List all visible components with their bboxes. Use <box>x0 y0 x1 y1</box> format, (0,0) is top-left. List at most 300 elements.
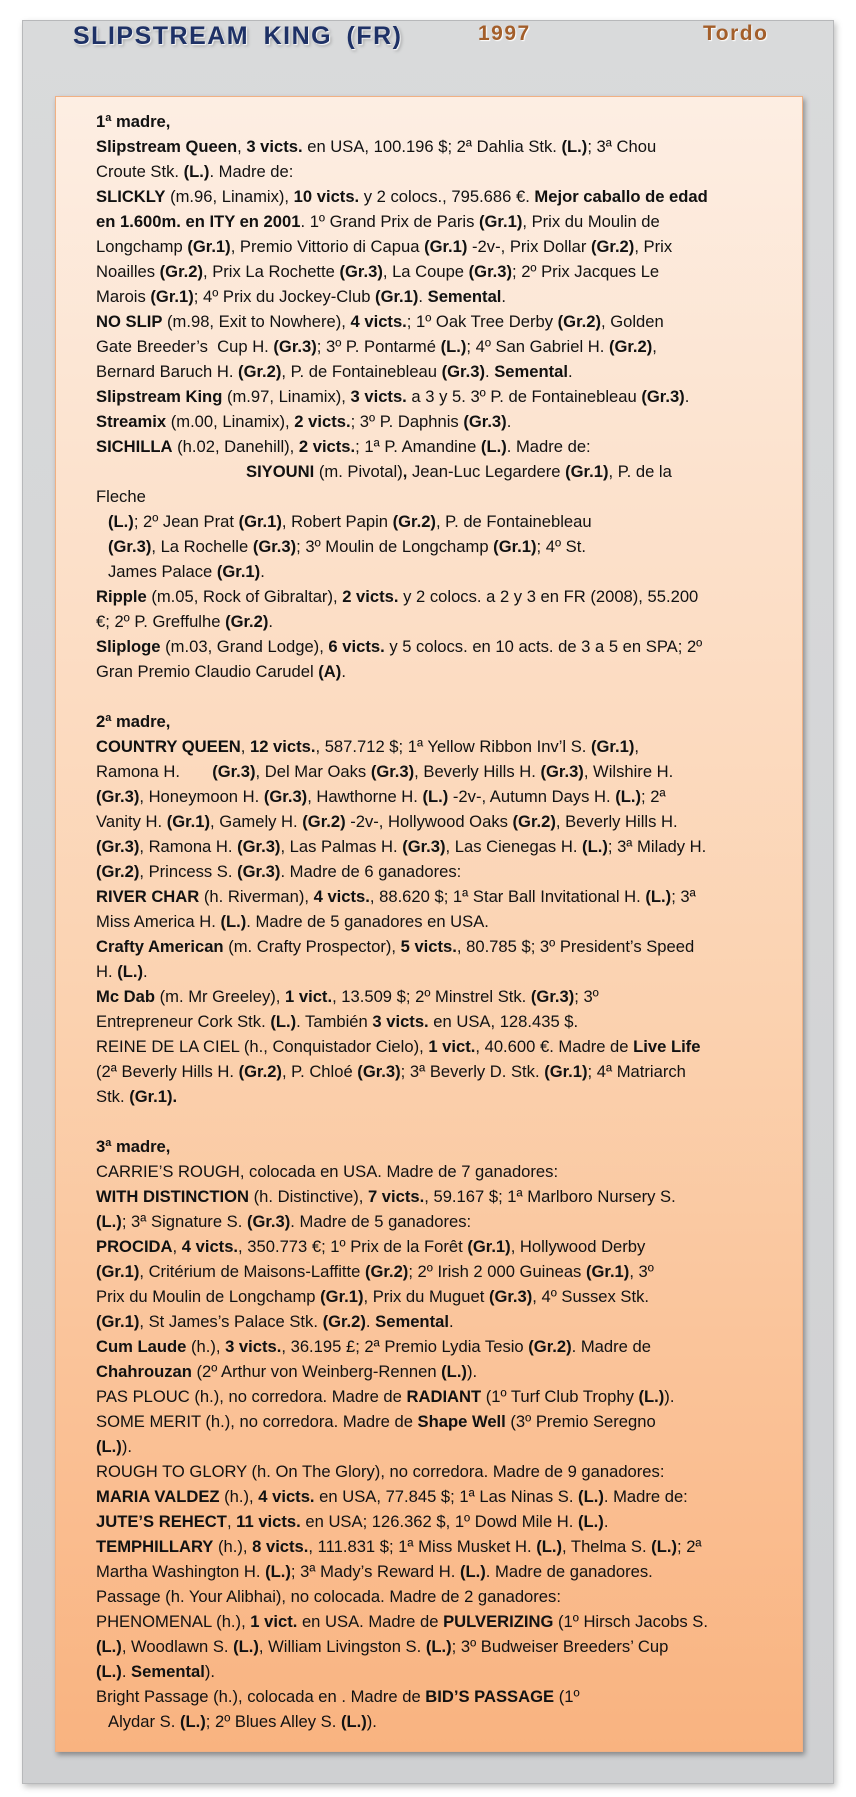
bold-text: (L.) <box>270 1012 297 1031</box>
text-run: ; 3º <box>574 987 599 1006</box>
bold-text: (L.) <box>340 1712 367 1731</box>
text-run: ; 4º St. <box>536 537 586 556</box>
text-run: ; 2ª <box>676 1537 702 1556</box>
text-run: ; 3º Budweiser Breeders’ Cup <box>451 1637 669 1656</box>
bold-text: (Gr.3) <box>108 537 152 556</box>
text-run: , 3º <box>629 1262 654 1281</box>
bold-text: (L.) <box>638 1387 665 1406</box>
text-run: Vanity H. <box>96 812 167 831</box>
text-line <box>96 1684 786 1709</box>
bold-text: (Gr.1) <box>375 287 419 306</box>
text-line <box>96 1634 786 1659</box>
bold-text: (Gr.3) <box>246 1212 291 1231</box>
header <box>73 22 773 58</box>
bold-text: 3 victs. <box>246 137 303 156</box>
text-run: en USA. Madre de <box>297 1612 444 1631</box>
bold-text: RIVER CHAR <box>96 887 200 906</box>
bold-text: (L.) <box>480 437 507 456</box>
bold-text: SIYOUNI <box>246 462 315 481</box>
text-run: ; 2ª <box>641 787 666 806</box>
text-line <box>96 1459 786 1484</box>
text-run: ; 1º Oak Tree Derby <box>406 312 558 331</box>
bold-text: PROCIDA <box>96 1237 173 1256</box>
text-run: . <box>684 387 690 406</box>
bold-text: (Gr.3) <box>463 412 507 431</box>
text-line <box>96 1084 786 1109</box>
bold-text: COUNTRY QUEEN <box>96 737 241 756</box>
bold-text: 6 victs. <box>328 637 385 656</box>
text-run: (h.), <box>213 1537 253 1556</box>
text-run: -2v-, Prix Dollar <box>467 237 591 256</box>
bold-text: (Gr.1) <box>585 1262 630 1281</box>
text-run: (m. Pivotal) <box>314 462 403 481</box>
text-run: (m.96, Linamix), <box>165 187 294 206</box>
text-run: , Gamely H. <box>210 812 303 831</box>
bold-text: (Gr.2) <box>159 262 203 281</box>
bold-text: (Gr.2) <box>512 812 556 831</box>
bold-text: (Gr.3) <box>641 387 685 406</box>
bold-text: (Gr.3) <box>96 837 140 856</box>
text-line <box>96 1509 786 1534</box>
pedigree-panel <box>55 96 803 1752</box>
text-run: . <box>143 962 148 981</box>
section-gap <box>96 1109 786 1134</box>
bold-text: (Gr.1). <box>129 1087 178 1106</box>
text-run: James Palace <box>108 562 217 581</box>
text-line <box>96 1709 786 1734</box>
bold-text: (Gr.3) <box>252 537 297 556</box>
bold-text: (Gr.3) <box>488 1287 533 1306</box>
text-line <box>96 409 786 434</box>
bold-text: (L.) <box>578 1487 604 1506</box>
text-line <box>96 159 786 184</box>
text-run: Ramona H. <box>96 762 213 781</box>
coat-color: Tordo <box>703 22 769 45</box>
bold-text: (L.) <box>108 512 134 531</box>
text-run: . <box>567 362 573 381</box>
text-line <box>96 1184 786 1209</box>
bold-text: (Gr.1) <box>493 537 537 556</box>
bold-text: BID’S PASSAGE <box>425 1687 555 1706</box>
text-line <box>96 1209 786 1234</box>
bold-text: (Gr.1) <box>166 812 211 831</box>
text-line <box>96 259 786 284</box>
text-run: (m. Mr Greeley), <box>155 987 286 1006</box>
text-run: , Las Cienegas H. <box>445 837 583 856</box>
text-line <box>96 609 786 634</box>
text-line <box>96 984 786 1009</box>
text-run: ROUGH TO GLORY (h. On The Glory), no corredora. Madre de 9 ganadores: <box>96 1462 665 1481</box>
text-run: , Princess S. <box>139 862 238 881</box>
text-run: SOME MERIT (h.), no corredora. Madre de <box>96 1412 418 1431</box>
text-line <box>96 184 786 209</box>
bold-text: Semental <box>427 287 502 306</box>
text-run: ; 2º Irish 2 000 Guineas <box>408 1262 586 1281</box>
bold-text: (L.) <box>536 1537 563 1556</box>
text-line <box>96 359 786 384</box>
bold-text: RADIANT <box>406 1387 482 1406</box>
text-run: , <box>240 737 250 756</box>
text-line <box>96 484 786 509</box>
bold-text: Mejor caballo de edad <box>534 187 708 206</box>
bold-text: (Gr.1) <box>467 1237 511 1256</box>
bold-text: (Gr.2) <box>364 1262 409 1281</box>
section-heading: 2ª madre, <box>96 712 171 731</box>
text-run: ). <box>664 1387 675 1406</box>
text-line <box>96 1584 786 1609</box>
text-run: Passage (h. Your Alibhai), no colocada. Madre de 2 ganadores: <box>96 1587 561 1606</box>
text-run: , <box>226 1512 237 1531</box>
text-run: . <box>365 1312 376 1331</box>
text-line <box>96 1034 786 1059</box>
bold-text: (Gr.1) <box>544 1062 588 1081</box>
text-run: ; 3ª Mady’s Reward H. <box>290 1562 460 1581</box>
text-run: . <box>260 562 265 581</box>
text-run: PHENOMENAL (h.), <box>96 1612 251 1631</box>
text-run: REINE DE LA CIEL (h., Conquistador Cielo), <box>96 1037 429 1056</box>
text-run: , 587.712 $; 1ª Yellow Ribbon Inv’l S. <box>315 737 591 756</box>
bold-text: (Gr.3) <box>540 762 584 781</box>
bold-text: (L.) <box>96 1662 122 1681</box>
bold-text: (Gr.2) <box>238 1062 282 1081</box>
text-run: , William Livingston S. <box>258 1637 426 1656</box>
bold-text: (Gr.2) <box>238 362 282 381</box>
section-heading: 3ª madre, <box>96 1137 171 1156</box>
text-line <box>96 634 786 659</box>
text-run: €; 2º P. Greffulhe <box>96 612 226 631</box>
bold-text: (Gr.3) <box>237 862 281 881</box>
text-run: , Honeymoon H. <box>139 787 264 806</box>
bold-text: (L.) <box>645 887 672 906</box>
text-run: , Critérium de Maisons-Laffitte <box>139 1262 365 1281</box>
text-run: en USA, 100.196 $; 2ª Dahlia Stk. <box>302 137 562 156</box>
text-run: ; 2º Jean Prat <box>133 512 239 531</box>
text-run: , Thelma S. <box>562 1537 652 1556</box>
text-run: , Beverly Hills H. <box>414 762 541 781</box>
text-line <box>96 734 786 759</box>
text-run: . <box>603 1512 609 1531</box>
bold-text: Slipstream Queen <box>96 137 238 156</box>
bold-text: Semental <box>131 1662 205 1681</box>
text-run: ; 3ª Signature S. <box>121 1212 247 1231</box>
bold-text: (Gr.3) <box>263 787 308 806</box>
text-run: Fleche <box>96 487 146 506</box>
text-run: ; 2º Blues Alley S. <box>205 1712 341 1731</box>
bold-text: (L.) <box>422 787 449 806</box>
text-run: , 40.600 €. Madre de <box>475 1037 634 1056</box>
text-line <box>96 1334 786 1359</box>
text-run: , St James’s Palace Stk. <box>139 1312 323 1331</box>
bold-text: (Gr.1) <box>150 287 194 306</box>
bold-text: Ripple <box>96 587 147 606</box>
text-run: y 5 colocs. en 10 acts. de 3 a 5 en SPA; 2º <box>384 637 703 656</box>
bold-text: (Gr.3) <box>370 762 415 781</box>
text-run: (3º Premio Seregno <box>505 1412 656 1431</box>
bold-text: (Gr.2) <box>225 612 269 631</box>
bold-text: 5 victs. <box>400 937 457 956</box>
bold-text: (L.) <box>96 1437 122 1456</box>
text-run: . Madre de <box>571 1337 651 1356</box>
text-run: ; 3º P. Pontarmé <box>316 337 441 356</box>
bold-text: (Gr.1) <box>320 1287 364 1306</box>
bold-text: (Gr.2) <box>608 337 653 356</box>
text-run: , Prix du Moulin de <box>522 212 660 231</box>
text-run: . 1º Grand Prix de Paris <box>300 212 479 231</box>
text-line <box>96 209 786 234</box>
bold-text: Shape Well <box>417 1412 506 1431</box>
bold-text: 2 victs. <box>298 437 356 456</box>
bold-text: Chahrouzan <box>96 1362 192 1381</box>
text-run: Bright Passage (h.), colocada en . Madre de <box>96 1687 426 1706</box>
bold-text: 12 victs. <box>249 737 316 756</box>
text-run: , Wilshire H. <box>583 762 674 781</box>
text-line <box>96 784 786 809</box>
bold-text: JUTE’S REHECT <box>96 1512 227 1531</box>
bold-text: Streamix <box>96 412 167 431</box>
text-line <box>96 1659 786 1684</box>
section-heading: 1ª madre, <box>96 112 171 131</box>
bold-text: 7 victs. <box>367 1187 425 1206</box>
text-run: (1º Turf Club Trophy <box>481 1387 639 1406</box>
bold-text: 3 victs. <box>372 1012 429 1031</box>
text-line <box>96 1259 786 1284</box>
bold-text: Semental <box>494 362 568 381</box>
text-run: , Prix <box>634 237 673 256</box>
bold-text: (Gr.2) <box>557 312 601 331</box>
text-run: ). <box>121 1437 132 1456</box>
bold-text: (L.) <box>651 1537 677 1556</box>
text-line <box>96 809 786 834</box>
text-run: . Madre de 5 ganadores: <box>290 1212 472 1231</box>
bold-text: 1 vict. <box>285 987 333 1006</box>
text-line <box>96 284 786 309</box>
bold-text: 3 victs. <box>350 387 407 406</box>
bold-text: (L.) <box>425 1637 452 1656</box>
text-run: . <box>501 287 507 306</box>
bold-text: Mc Dab <box>96 987 156 1006</box>
text-run: Gran Premio Claudio Carudel <box>96 662 319 681</box>
bold-text: 11 victs. <box>236 1512 301 1531</box>
birth-year: 1997 <box>478 22 531 45</box>
bold-text: 3 victs. <box>225 1337 282 1356</box>
text-run: . Madre de 6 ganadores: <box>280 862 462 881</box>
text-run: a 3 y 5. 3º P. de Fontainebleau <box>406 387 642 406</box>
text-line <box>96 384 786 409</box>
text-run: (m.05, Rock of Gibraltar), <box>146 587 343 606</box>
text-line <box>96 959 786 984</box>
bold-text: (Gr.2) <box>590 237 635 256</box>
text-run: . Madre de: <box>506 437 591 456</box>
text-run: , <box>634 737 639 756</box>
text-run: . <box>448 1312 454 1331</box>
text-line <box>96 134 786 159</box>
text-run: ; 1ª P. Amandine <box>355 437 481 456</box>
text-run: Gate Breeder’s Cup H. <box>96 337 274 356</box>
bold-text: SLICKLY <box>96 187 166 206</box>
bold-text: (Gr.2) <box>392 512 436 531</box>
text-run: ; 3ª Chou <box>587 137 657 156</box>
text-run: (2º Arthur von Weinberg-Rennen <box>191 1362 442 1381</box>
bold-text: (L.) <box>578 1512 604 1531</box>
bold-text: 4 victs. <box>350 312 407 331</box>
text-line <box>96 584 786 609</box>
text-run: . Madre de 5 ganadores en USA. <box>246 912 489 931</box>
text-run: Croute Stk. <box>96 162 184 181</box>
bold-text: WITH DISTINCTION <box>96 1187 250 1206</box>
bold-text: (L.) <box>265 1562 291 1581</box>
text-line <box>96 759 786 784</box>
text-line <box>96 1484 786 1509</box>
text-run: , Hawthorne H. <box>307 787 423 806</box>
text-run: , <box>652 337 657 356</box>
text-line <box>96 1309 786 1334</box>
bold-text: 1 vict. <box>250 1612 298 1631</box>
text-run: , 36.195 £; 2ª Premio Lydia Tesio <box>281 1337 529 1356</box>
text-run: . Madre de ganadores. <box>485 1562 653 1581</box>
text-run: , 80.785 $; 3º President’s Speed <box>456 937 695 956</box>
text-run: (1º <box>554 1687 580 1706</box>
text-line <box>96 459 786 484</box>
bold-text: MARIA VALDEZ <box>96 1487 220 1506</box>
bold-text: (L.) <box>117 962 144 981</box>
text-run: , 350.773 €; 1º Prix de la Forêt <box>238 1237 468 1256</box>
bold-text: (Gr.1) <box>591 737 635 756</box>
text-run: . Madre de: <box>603 1487 688 1506</box>
text-run: Prix du Moulin de Longchamp <box>96 1287 321 1306</box>
bold-text: (Gr.1) <box>479 212 523 231</box>
text-run: , 13.509 $; 2º Minstrel Stk. <box>332 987 531 1006</box>
text-run: , Ramona H. <box>139 837 238 856</box>
bold-text: Crafty American <box>96 937 224 956</box>
text-run: , 4º Sussex Stk. <box>532 1287 650 1306</box>
text-line <box>96 1284 786 1309</box>
text-run: ; 2º Prix Jacques Le <box>511 262 660 281</box>
text-run: , Premio Vittorio di Capua <box>230 237 425 256</box>
text-run: , P. de la <box>608 462 672 481</box>
bold-text: (Gr.3) <box>357 1062 401 1081</box>
text-run: Martha Washington H. <box>96 1562 266 1581</box>
text-line <box>96 1234 786 1259</box>
text-run: ; 3ª Milady H. <box>607 837 707 856</box>
text-run: (h.), <box>186 1337 226 1356</box>
text-line <box>96 659 786 684</box>
text-run: ; 4ª Matriarch <box>587 1062 686 1081</box>
text-run: , 88.620 $; 1ª Star Ball Invitational H. <box>369 887 646 906</box>
bold-text: (L.) <box>179 1712 206 1731</box>
text-run: -2v-, Autumn Days H. <box>448 787 616 806</box>
text-run: , Golden <box>601 312 664 331</box>
text-run: (h.02, Danehill), <box>172 437 299 456</box>
bold-text: SICHILLA <box>96 437 173 456</box>
bold-text: (Gr.1) <box>96 1262 140 1281</box>
text-run: (m.98, Exit to Nowhere), <box>162 312 351 331</box>
bold-text: 4 victs. <box>258 1487 315 1506</box>
bold-text: (Gr.3) <box>96 787 140 806</box>
text-line <box>96 884 786 909</box>
text-run: en USA; 126.362 $, 1º Dowd Mile H. <box>300 1512 578 1531</box>
bold-text: 4 victs. <box>313 887 370 906</box>
text-line <box>96 1559 786 1584</box>
bold-text: Sliploge <box>96 637 161 656</box>
text-run: , P. de Fontainebleau <box>435 512 592 531</box>
text-run: . <box>418 287 428 306</box>
text-run: (m. Crafty Prospector), <box>223 937 401 956</box>
text-line <box>96 834 786 859</box>
text-line <box>96 1409 786 1434</box>
bold-text: (L.) <box>615 787 642 806</box>
bold-text: (Gr.1) <box>565 462 609 481</box>
text-run: Jean-Luc Legardere <box>407 462 566 481</box>
text-run: , Prix La Rochette <box>202 262 340 281</box>
text-run: (h.), <box>219 1487 259 1506</box>
bold-text: Semental <box>375 1312 449 1331</box>
text-run: ; 4º Prix du Jockey-Club <box>193 287 376 306</box>
bold-text: Slipstream King <box>96 387 223 406</box>
text-run: . <box>484 362 495 381</box>
bold-text: (L.) <box>440 337 467 356</box>
bold-text: (Gr.2) <box>302 812 346 831</box>
text-run: (m.03, Grand Lodge), <box>160 637 329 656</box>
text-run: ; 3ª Beverly D. Stk. <box>400 1062 545 1081</box>
text-run: Entrepreneur Cork Stk. <box>96 1012 271 1031</box>
text-run: -2v-, Hollywood Oaks <box>345 812 513 831</box>
bold-text: (Gr.1) <box>96 1312 140 1331</box>
text-run: , Robert Papin <box>281 512 393 531</box>
text-run: , Woodlawn S. <box>121 1637 234 1656</box>
text-line <box>96 1359 786 1384</box>
text-run: (m.97, Linamix), <box>222 387 351 406</box>
bold-text: TEMPHILLARY <box>96 1537 214 1556</box>
bold-text: 1 vict. <box>428 1037 476 1056</box>
bold-text: (L.) <box>582 837 608 856</box>
text-line <box>96 1009 786 1034</box>
bold-text: (Gr.1) <box>216 562 261 581</box>
text-run: ; 3º P. Daphnis <box>350 412 464 431</box>
text-run: , <box>237 137 247 156</box>
bold-text: (L.) <box>561 137 588 156</box>
text-line <box>96 334 786 359</box>
bold-text: Cum Laude <box>96 1337 187 1356</box>
bold-text: 8 victs. <box>252 1537 309 1556</box>
text-line <box>96 1384 786 1409</box>
text-run: (2ª Beverly Hills H. <box>96 1062 239 1081</box>
bold-text: 2 victs. <box>342 587 399 606</box>
bold-text: (L.) <box>220 912 247 931</box>
bold-text: (Gr.3) <box>402 837 446 856</box>
text-run: (h. Distinctive), <box>249 1187 368 1206</box>
text-run: CARRIE’S ROUGH, colocada en USA. Madre de 7 ganadores: <box>96 1162 559 1181</box>
text-run: , Prix du Muguet <box>363 1287 489 1306</box>
text-run: Alydar S. <box>108 1712 180 1731</box>
text-run: . <box>268 612 274 631</box>
bold-text: 4 victs. <box>181 1237 239 1256</box>
text-run: ; 4º San Gabriel H. <box>466 337 609 356</box>
text-line <box>96 1434 786 1459</box>
text-run: . <box>341 662 346 681</box>
text-run: , Hollywood Derby <box>510 1237 646 1256</box>
text-run: Stk. <box>96 1087 130 1106</box>
text-run: . <box>121 1662 132 1681</box>
text-run: Bernard Baruch H. <box>96 362 239 381</box>
bold-text: (Gr.3) <box>441 362 485 381</box>
bold-text: (Gr.3) <box>339 262 383 281</box>
text-run: Longchamp <box>96 237 188 256</box>
bold-text: (A) <box>318 662 342 681</box>
text-run: ). <box>466 1362 478 1381</box>
bold-text: (Gr.1) <box>187 237 231 256</box>
text-run: , P. de Fontainebleau <box>281 362 442 381</box>
bold-text: (Gr.3) <box>212 762 256 781</box>
